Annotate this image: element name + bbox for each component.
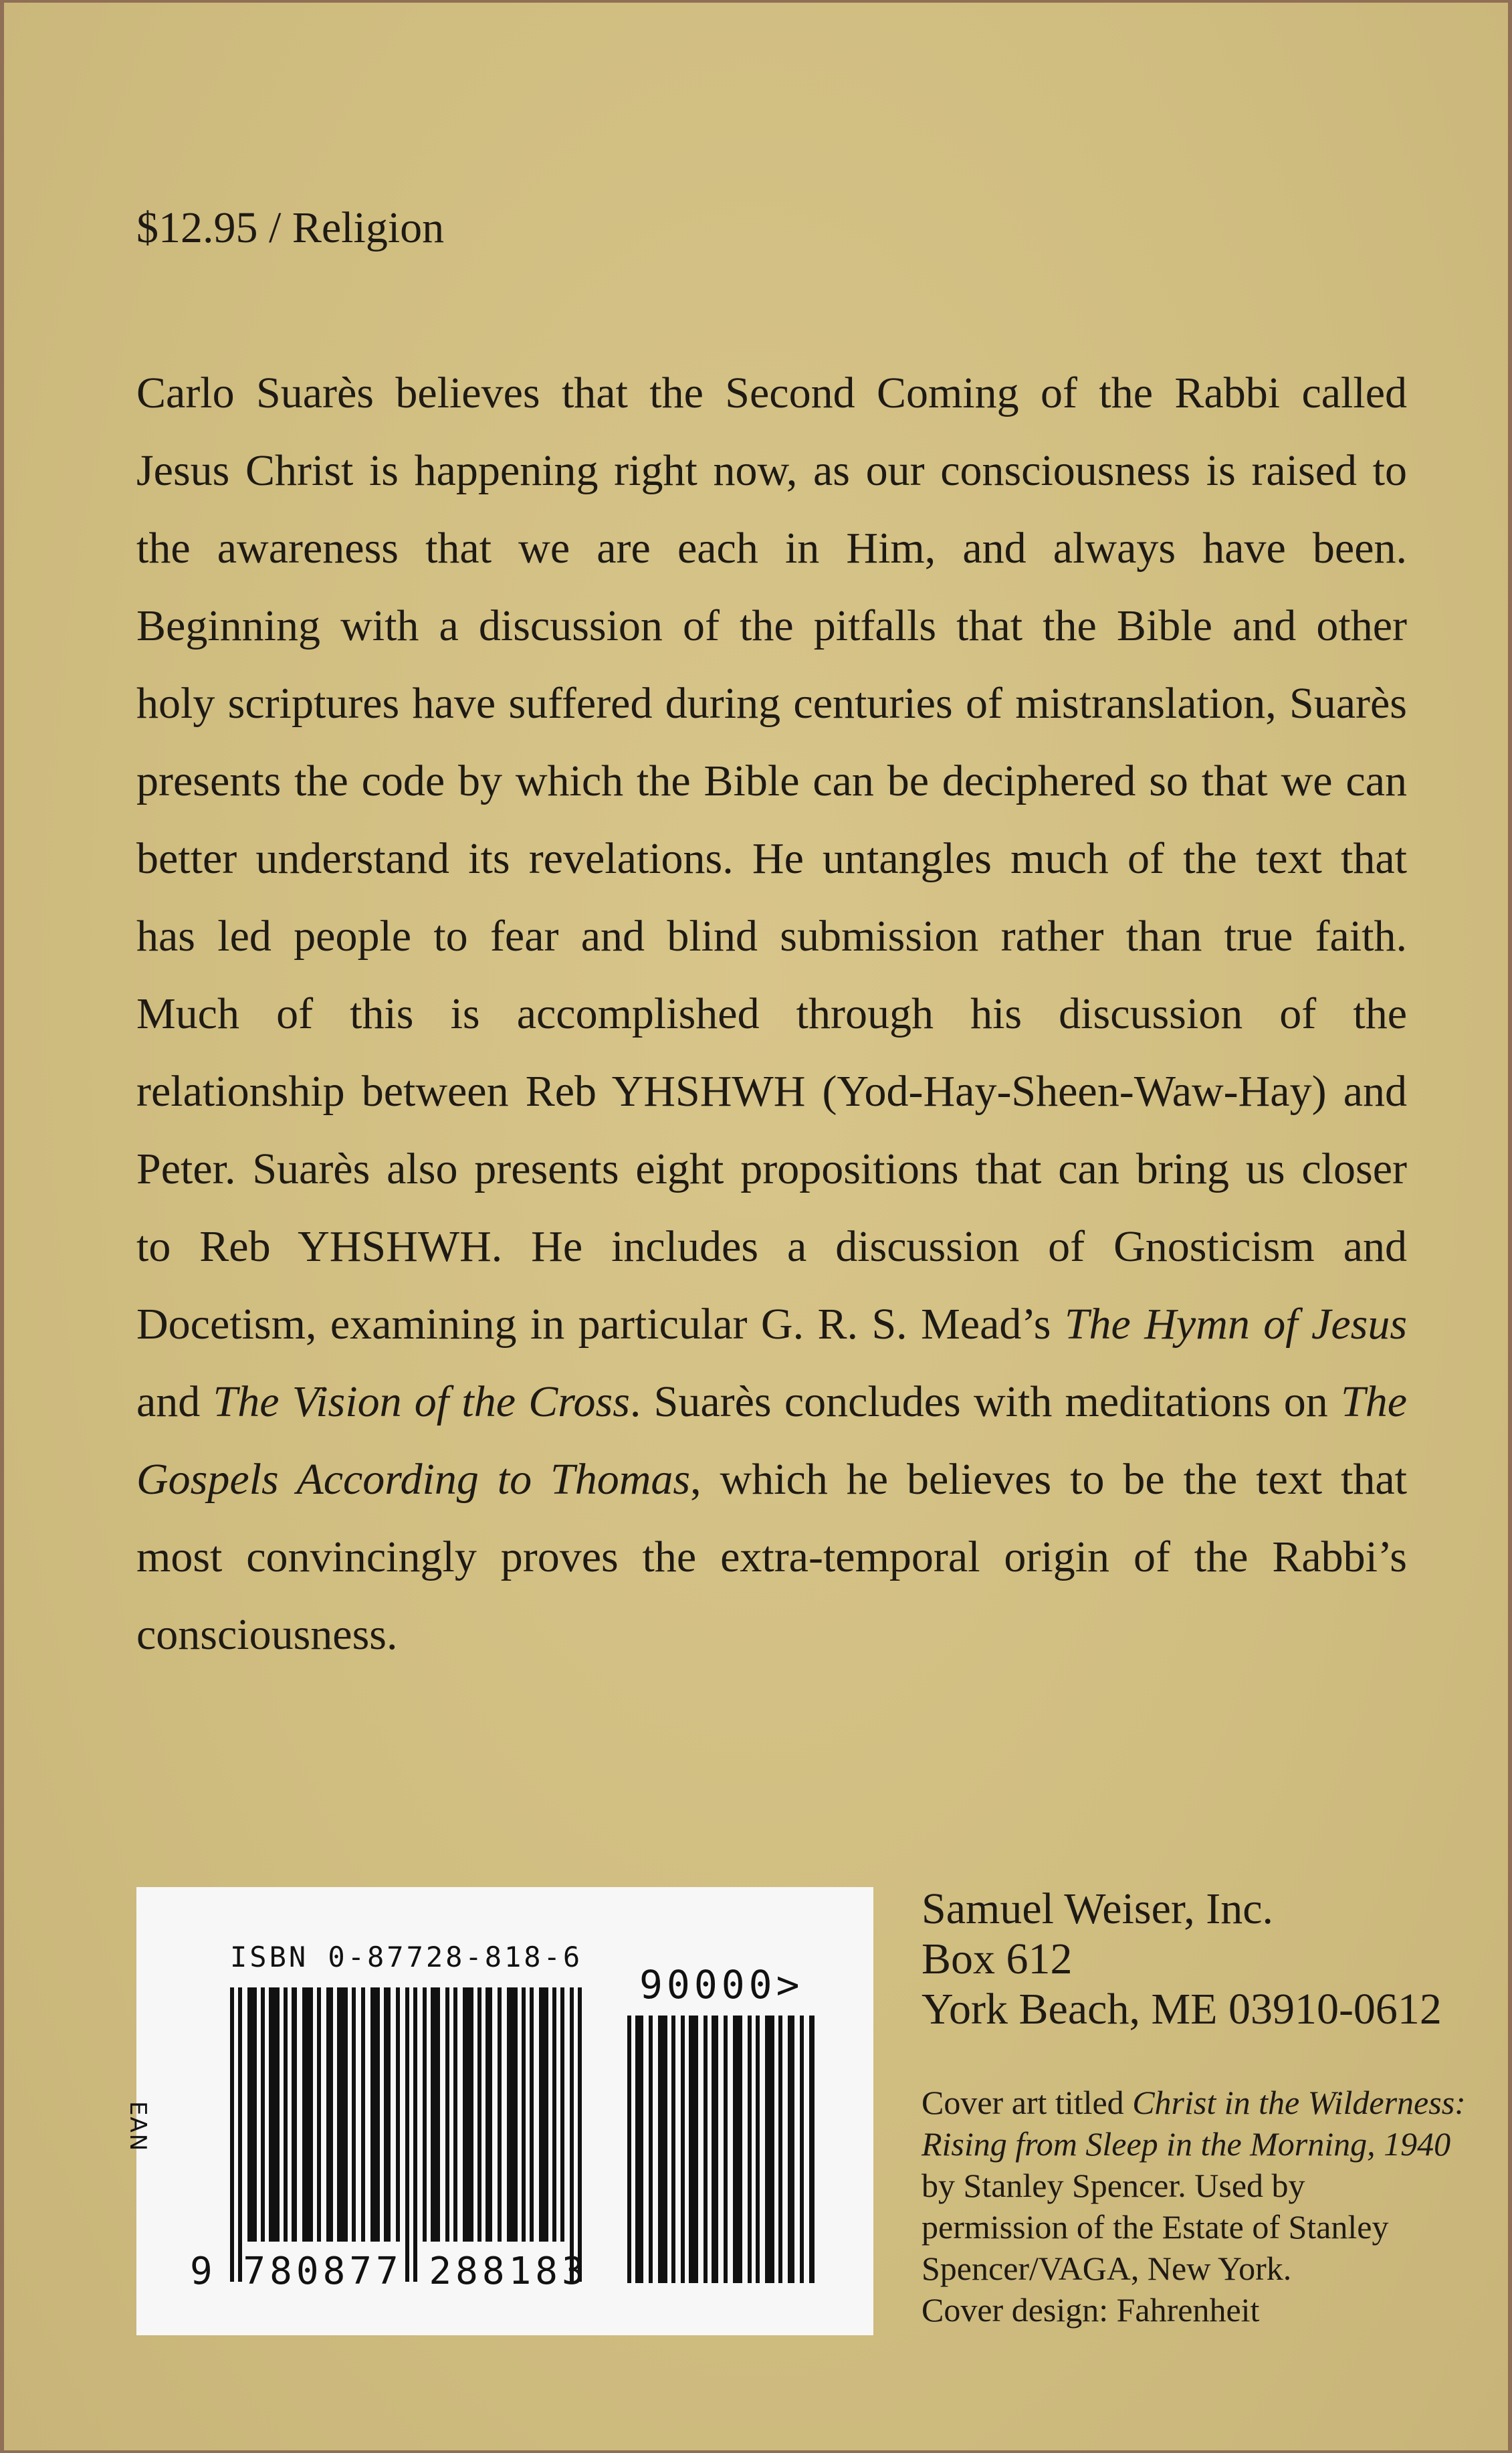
blurb-text-3: , which he believes to be the text that most convincingly proves the extra-temporal origin of the Rabbi’s consciousness. xyxy=(136,1455,1407,1659)
credits-line-6: Cover design: Fahrenheit xyxy=(922,2291,1260,2329)
credits-line-3: by Stanley Spencer. Used by xyxy=(922,2167,1305,2204)
art-title-part-2: Rising from Sleep in the Morning, 1940 xyxy=(922,2125,1451,2163)
blurb-paragraph xyxy=(136,355,1407,1674)
book-title-gospels-thomas: The Gospels According to Thomas xyxy=(136,1377,1408,1504)
price-addon-bars xyxy=(627,2016,815,2283)
back-cover xyxy=(4,3,1508,2450)
ean-digits: 9 780877 288183 xyxy=(190,2250,588,2293)
credits-prefix: Cover art titled xyxy=(922,2084,1133,2121)
art-title-part-1: Christ in the Wilderness: xyxy=(1132,2084,1466,2121)
credits-line-1 xyxy=(922,2082,1497,2123)
publisher-box: Box 612 xyxy=(922,1935,1073,1983)
credits-line-4: permission of the Estate of Stanley xyxy=(922,2208,1389,2246)
isbn-number: ISBN 0-87728-818-6 xyxy=(230,1941,583,1973)
blurb-text-2: . Suarès concludes with meditations on xyxy=(629,1377,1341,1426)
blurb-and: and xyxy=(136,1377,213,1426)
price-addon-barcode xyxy=(627,2016,821,2283)
price-category: $12.95 / Religion xyxy=(136,203,445,252)
book-title-hymn-of-jesus: The Hymn of Jesus xyxy=(1064,1300,1408,1349)
cover-credits xyxy=(922,2082,1497,2331)
publisher-city: York Beach, ME 03910-0612 xyxy=(922,1985,1442,2034)
price-addon-digits: 90000> xyxy=(639,1962,804,2007)
ean-label: EAN xyxy=(124,2101,151,2153)
publisher-name: Samuel Weiser, Inc. xyxy=(922,1884,1274,1933)
book-title-vision-of-the-cross: The Vision of the Cross xyxy=(213,1377,630,1426)
publisher-address xyxy=(922,1884,1442,2034)
barcode-panel xyxy=(124,1887,873,2335)
credits-line-5: Spencer/VAGA, New York. xyxy=(922,2250,1292,2287)
blurb-text-1: Carlo Suarès believes that the Second Coming of the Rabbi called Jesus Christ is happening right now, as our consciousness is raised to the awareness that we are each in Him, and always have been. Beginning with a discussion of the pitfalls that the Bible and other holy scriptures have suffered during centuries of mistranslation, Suarès presents the code by which the Bible can be deciphered so that we can better understand its revelations. He untangles much of the text that has led people to fear and blind submission rather than true faith. Much of this is accomplished through his discussion of the relationship between Reb YHSHWH (Yod-Hay-Sheen-Waw-Hay) and Peter. Suarès also presents eight propositions that can bring us closer to Reb YHSHWH. He includes a discussion of Gnosticism and Docetism, examining in particular G. R. S. Mead’s xyxy=(136,369,1407,1349)
ean-barcode-bars xyxy=(230,1987,582,2282)
